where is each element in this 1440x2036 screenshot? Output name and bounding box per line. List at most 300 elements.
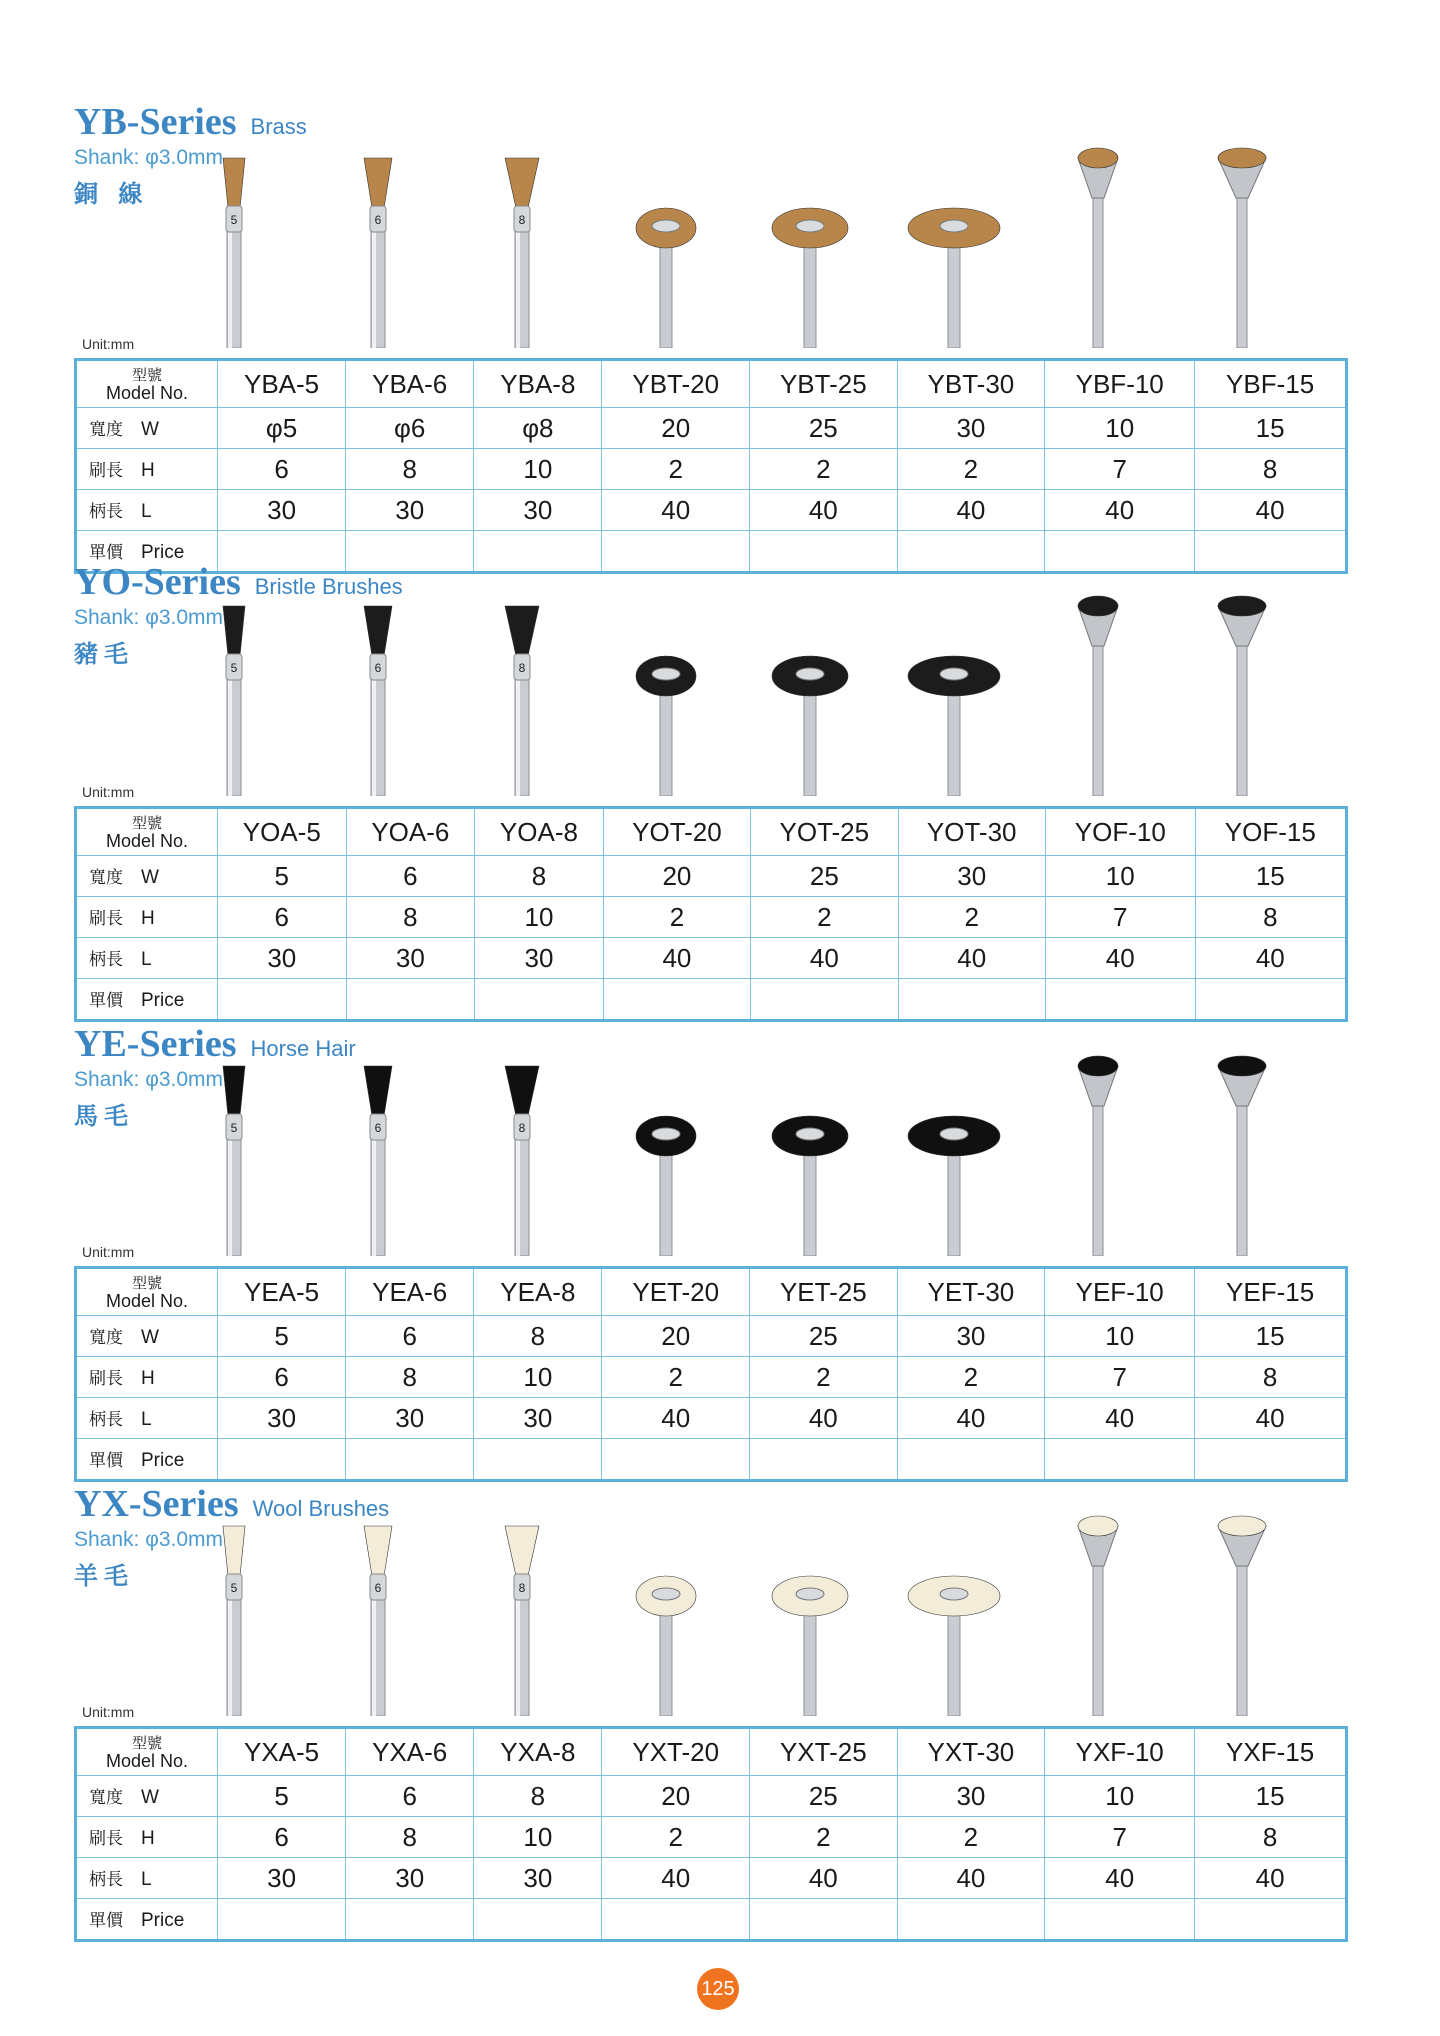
length-row (76, 938, 1347, 979)
unit-label: Unit:mm (82, 784, 135, 800)
cell-model: YBF-10 (1045, 360, 1195, 408)
shank-number: 5 (230, 661, 238, 675)
cell-width: 20 (602, 1316, 750, 1357)
row-label-zh: 柄長 (89, 950, 123, 970)
cell-width: φ6 (346, 408, 474, 449)
length-row (76, 490, 1347, 531)
shank-number: 6 (374, 213, 382, 227)
material-chinese: 羊毛 (74, 1561, 134, 1590)
price-cell (897, 1899, 1045, 1941)
cell-width: 15 (1195, 1776, 1347, 1817)
brush-image (1172, 120, 1312, 348)
row-label (76, 1858, 218, 1899)
row-label-zh: 單價 (89, 1911, 123, 1931)
cell-length: 40 (898, 938, 1045, 979)
price-row (76, 1439, 1347, 1481)
cell-model: YBA-8 (474, 360, 602, 408)
row-label (76, 490, 218, 531)
product-images (74, 580, 1354, 796)
width-row (76, 1776, 1347, 1817)
row-label-zh: 單價 (89, 543, 123, 563)
price-cell (218, 979, 347, 1021)
length-row (76, 1398, 1347, 1439)
height-row (76, 449, 1347, 490)
cell-width: φ8 (474, 408, 602, 449)
cell-width: 20 (602, 408, 750, 449)
cell-length: 30 (346, 1398, 474, 1439)
cell-height: 2 (897, 1357, 1045, 1398)
cell-height: 7 (1045, 897, 1195, 938)
series-section (74, 1482, 1354, 1941)
price-cell (346, 1899, 474, 1941)
row-label (76, 1776, 218, 1817)
brush-image (452, 1042, 592, 1256)
row-label (76, 1728, 218, 1776)
shank-number: 6 (374, 1121, 382, 1135)
height-row (76, 1357, 1347, 1398)
brush-image (740, 1042, 880, 1256)
cell-length: 30 (475, 938, 604, 979)
shank-number: 8 (518, 1121, 526, 1135)
cell-width: 10 (1045, 1316, 1195, 1357)
width-row (76, 408, 1347, 449)
row-label (76, 1899, 218, 1941)
cell-width: 25 (750, 1776, 898, 1817)
row-label (76, 449, 218, 490)
cell-height: 8 (1195, 449, 1347, 490)
price-cell (1045, 1439, 1195, 1481)
series-subtitle: Horse Hair (250, 1036, 356, 1061)
price-cell (346, 1439, 474, 1481)
height-row (76, 1817, 1347, 1858)
cell-width: 6 (346, 856, 475, 897)
product-images (74, 1042, 1354, 1256)
brush-image (596, 1502, 736, 1716)
price-cell (602, 1439, 750, 1481)
cell-length: 40 (1045, 938, 1195, 979)
cell-length: 40 (750, 490, 898, 531)
row-label (76, 360, 218, 408)
brush-image (452, 120, 592, 348)
row-label-zh: 單價 (89, 1451, 123, 1471)
cell-model: YXA-5 (218, 1728, 346, 1776)
row-label-en: W (141, 419, 159, 440)
cell-height: 8 (1195, 1357, 1347, 1398)
model-row (76, 808, 1347, 856)
cell-height: 2 (602, 449, 750, 490)
row-label (76, 979, 218, 1021)
material-chinese: 馬毛 (74, 1101, 134, 1130)
series-name: YE-Series (74, 1023, 237, 1065)
brush-image (596, 580, 736, 796)
row-label-zh: 刷長 (89, 1369, 123, 1389)
cell-length: 40 (751, 938, 898, 979)
series-subtitle: Bristle Brushes (254, 574, 403, 599)
cell-width: 15 (1195, 856, 1346, 897)
cell-length: 40 (1195, 1858, 1347, 1899)
brush-image (452, 1502, 592, 1716)
row-label-zh: 寬度 (89, 1788, 123, 1808)
row-label-en: H (141, 460, 155, 481)
cell-width: φ5 (218, 408, 346, 449)
cell-model: YOF-10 (1045, 808, 1195, 856)
cell-model: YOF-15 (1195, 808, 1346, 856)
cell-height: 7 (1045, 1357, 1195, 1398)
cell-length: 30 (346, 490, 474, 531)
cell-model: YOA-8 (475, 808, 604, 856)
cell-height: 2 (750, 449, 898, 490)
cell-model: YET-30 (897, 1268, 1045, 1316)
cell-height: 10 (474, 1817, 602, 1858)
row-label-en: Price (141, 990, 185, 1011)
material-chinese: 銅 線 (74, 179, 149, 208)
brush-image (308, 120, 448, 348)
cell-width: 10 (1045, 1776, 1195, 1817)
series-subtitle: Brass (250, 114, 307, 139)
product-images (74, 1502, 1354, 1716)
shank-spec: Shank: φ3.0mm (74, 1528, 224, 1551)
spec-table (74, 1726, 1348, 1942)
spec-table (74, 358, 1348, 574)
price-cell (218, 1439, 346, 1481)
row-label-en: W (141, 1787, 159, 1808)
row-label-zh: 柄長 (89, 1870, 123, 1890)
spec-table (74, 806, 1348, 1022)
cell-height: 10 (475, 897, 604, 938)
brush-image (596, 120, 736, 348)
price-cell (750, 1899, 898, 1941)
brush-image (1172, 1042, 1312, 1256)
cell-width: 15 (1195, 1316, 1347, 1357)
row-label-en: Price (141, 1450, 185, 1471)
shank-number: 6 (374, 661, 382, 675)
cell-model: YOT-20 (603, 808, 750, 856)
cell-width: 25 (751, 856, 898, 897)
cell-length: 30 (474, 1858, 602, 1899)
cell-width: 20 (603, 856, 750, 897)
cell-length: 40 (1045, 1858, 1195, 1899)
cell-width: 5 (218, 1316, 346, 1357)
brush-image (164, 1502, 304, 1716)
cell-height: 8 (346, 449, 474, 490)
price-cell (475, 979, 604, 1021)
cell-height: 7 (1045, 1817, 1195, 1858)
row-label-zh: 型號 (131, 814, 162, 832)
cell-width: 25 (750, 408, 898, 449)
brush-image (1172, 1502, 1312, 1716)
cell-height: 8 (1195, 1817, 1347, 1858)
cell-length: 40 (1045, 1398, 1195, 1439)
row-label-zh: 柄長 (89, 502, 123, 522)
row-label-en: H (141, 1828, 155, 1849)
row-label-zh: 刷長 (89, 461, 123, 481)
cell-width: 30 (898, 856, 1045, 897)
series-name: YB-Series (74, 101, 237, 143)
price-cell (602, 1899, 750, 1941)
cell-model: YEA-6 (346, 1268, 474, 1316)
price-cell (898, 979, 1045, 1021)
price-cell (751, 979, 898, 1021)
row-label-zh: 單價 (89, 991, 123, 1011)
cell-length: 30 (474, 490, 602, 531)
cell-length: 40 (1195, 938, 1346, 979)
shank-spec: Shank: φ3.0mm (74, 1068, 224, 1091)
row-label-zh: 刷長 (89, 909, 123, 929)
cell-length: 30 (474, 1398, 602, 1439)
cell-width: 30 (897, 1316, 1045, 1357)
price-cell (603, 979, 750, 1021)
brush-image (740, 1502, 880, 1716)
row-label-en: Model No. (105, 1291, 189, 1311)
cell-model: YXT-20 (602, 1728, 750, 1776)
unit-label: Unit:mm (82, 336, 135, 352)
row-label (76, 1357, 218, 1398)
cell-width: 30 (897, 1776, 1045, 1817)
price-row (76, 979, 1347, 1021)
cell-width: 5 (218, 856, 347, 897)
series-section (74, 1022, 1354, 1481)
cell-length: 30 (218, 938, 347, 979)
shank-number: 5 (230, 1121, 238, 1135)
material-chinese: 豬毛 (74, 639, 134, 668)
cell-model: YET-20 (602, 1268, 750, 1316)
brush-image (884, 120, 1024, 348)
cell-height: 2 (898, 897, 1045, 938)
cell-model: YBF-15 (1195, 360, 1347, 408)
row-label (76, 1316, 218, 1357)
price-cell (1195, 979, 1346, 1021)
series-name: YX-Series (74, 1483, 239, 1525)
length-row (76, 1858, 1347, 1899)
row-label-zh: 型號 (131, 366, 162, 384)
cell-height: 6 (218, 1817, 346, 1858)
price-cell (1195, 1899, 1347, 1941)
row-label-zh: 刷長 (89, 1829, 123, 1849)
shank-number: 8 (518, 1581, 526, 1595)
price-cell (346, 979, 475, 1021)
cell-height: 2 (751, 897, 898, 938)
shank-number: 6 (374, 1581, 382, 1595)
cell-model: YEA-8 (474, 1268, 602, 1316)
cell-width: 20 (602, 1776, 750, 1817)
row-label-en: W (141, 867, 159, 888)
cell-length: 30 (218, 1398, 346, 1439)
cell-width: 8 (475, 856, 604, 897)
cell-length: 40 (750, 1398, 898, 1439)
model-row (76, 1268, 1347, 1316)
brush-image (596, 1042, 736, 1256)
row-label-en: L (141, 1409, 152, 1430)
cell-model: YXF-10 (1045, 1728, 1195, 1776)
cell-length: 40 (1195, 490, 1347, 531)
cell-length: 40 (603, 938, 750, 979)
brush-image (884, 1502, 1024, 1716)
cell-length: 30 (218, 490, 346, 531)
row-label (76, 1817, 218, 1858)
cell-width: 8 (474, 1776, 602, 1817)
cell-model: YOA-6 (346, 808, 475, 856)
page-number: 125 (697, 1968, 739, 2010)
cell-height: 6 (218, 897, 347, 938)
brush-image (884, 1042, 1024, 1256)
price-cell (474, 1899, 602, 1941)
cell-model: YXT-30 (897, 1728, 1045, 1776)
price-cell (474, 1439, 602, 1481)
shank-number: 8 (518, 213, 526, 227)
row-label-en: H (141, 908, 155, 929)
row-label-en: Model No. (105, 383, 189, 403)
row-label-en: W (141, 1327, 159, 1348)
cell-length: 40 (897, 1398, 1045, 1439)
row-label (76, 1398, 218, 1439)
cell-length: 40 (897, 490, 1045, 531)
brush-image (1028, 580, 1168, 796)
cell-height: 10 (474, 449, 602, 490)
cell-model: YOA-5 (218, 808, 347, 856)
cell-model: YBT-20 (602, 360, 750, 408)
brush-image (1172, 580, 1312, 796)
cell-width: 6 (346, 1776, 474, 1817)
shank-number: 5 (230, 1581, 238, 1595)
cell-height: 8 (346, 1817, 474, 1858)
width-row (76, 856, 1347, 897)
cell-width: 6 (346, 1316, 474, 1357)
cell-height: 2 (897, 449, 1045, 490)
row-label (76, 897, 218, 938)
brush-image (1028, 1042, 1168, 1256)
shank-spec: Shank: φ3.0mm (74, 606, 224, 629)
cell-model: YBT-30 (897, 360, 1045, 408)
row-label-en: H (141, 1368, 155, 1389)
cell-model: YBT-25 (750, 360, 898, 408)
cell-model: YEF-15 (1195, 1268, 1347, 1316)
cell-length: 40 (1045, 490, 1195, 531)
cell-height: 10 (474, 1357, 602, 1398)
unit-label: Unit:mm (82, 1704, 135, 1720)
cell-width: 5 (218, 1776, 346, 1817)
cell-height: 8 (346, 897, 475, 938)
cell-model: YEF-10 (1045, 1268, 1195, 1316)
cell-height: 6 (218, 449, 346, 490)
cell-height: 2 (750, 1357, 898, 1398)
cell-height: 7 (1045, 449, 1195, 490)
cell-model: YXA-6 (346, 1728, 474, 1776)
row-label-zh: 柄長 (89, 1410, 123, 1430)
series-name: YO-Series (74, 561, 241, 603)
cell-model: YOT-25 (751, 808, 898, 856)
brush-image (1028, 1502, 1168, 1716)
cell-model: YEA-5 (218, 1268, 346, 1316)
brush-image (452, 580, 592, 796)
cell-length: 30 (346, 1858, 474, 1899)
row-label (76, 1268, 218, 1316)
cell-width: 30 (897, 408, 1045, 449)
cell-width: 15 (1195, 408, 1347, 449)
row-label-zh: 寬度 (89, 420, 123, 440)
cell-length: 40 (897, 1858, 1045, 1899)
cell-length: 40 (602, 1858, 750, 1899)
cell-height: 2 (602, 1357, 750, 1398)
row-label-en: L (141, 949, 152, 970)
brush-image (308, 1502, 448, 1716)
brush-image (740, 580, 880, 796)
price-cell (750, 1439, 898, 1481)
cell-height: 8 (346, 1357, 474, 1398)
cell-length: 40 (602, 1398, 750, 1439)
row-label-zh: 寬度 (89, 1328, 123, 1348)
cell-width: 10 (1045, 856, 1195, 897)
spec-table (74, 1266, 1348, 1482)
cell-model: YXF-15 (1195, 1728, 1347, 1776)
shank-number: 8 (518, 661, 526, 675)
row-label-en: Price (141, 542, 185, 563)
cell-height: 8 (1195, 897, 1346, 938)
price-cell (218, 1899, 346, 1941)
cell-height: 2 (603, 897, 750, 938)
cell-model: YXT-25 (750, 1728, 898, 1776)
brush-image (1028, 120, 1168, 348)
cell-height: 6 (218, 1357, 346, 1398)
cell-length: 30 (346, 938, 475, 979)
cell-length: 40 (750, 1858, 898, 1899)
model-row (76, 360, 1347, 408)
price-row (76, 1899, 1347, 1941)
cell-model: YBA-5 (218, 360, 346, 408)
row-label-en: L (141, 501, 152, 522)
brush-image (164, 120, 304, 348)
row-label (76, 408, 218, 449)
row-label-zh: 型號 (131, 1274, 162, 1292)
price-cell (1045, 1899, 1195, 1941)
brush-image (164, 1042, 304, 1256)
cell-height: 2 (750, 1817, 898, 1858)
cell-model: YET-25 (750, 1268, 898, 1316)
unit-label: Unit:mm (82, 1244, 135, 1260)
row-label-en: Model No. (105, 831, 189, 851)
model-row (76, 1728, 1347, 1776)
brush-image (884, 580, 1024, 796)
row-label-zh: 寬度 (89, 868, 123, 888)
cell-height: 2 (897, 1817, 1045, 1858)
brush-image (308, 1042, 448, 1256)
cell-model: YOT-30 (898, 808, 1045, 856)
shank-spec: Shank: φ3.0mm (74, 146, 224, 169)
cell-height: 2 (602, 1817, 750, 1858)
cell-length: 40 (602, 490, 750, 531)
row-label-en: Price (141, 1910, 185, 1931)
cell-model: YBA-6 (346, 360, 474, 408)
cell-width: 25 (750, 1316, 898, 1357)
row-label (76, 1439, 218, 1481)
cell-model: YXA-8 (474, 1728, 602, 1776)
series-subtitle: Wool Brushes (252, 1496, 390, 1521)
price-cell (897, 1439, 1045, 1481)
series-section (74, 100, 1354, 573)
row-label-en: L (141, 1869, 152, 1890)
row-label (76, 938, 218, 979)
brush-image (164, 580, 304, 796)
width-row (76, 1316, 1347, 1357)
shank-number: 5 (230, 213, 238, 227)
series-section (74, 560, 1354, 1021)
cell-length: 30 (218, 1858, 346, 1899)
row-label-zh: 型號 (131, 1734, 162, 1752)
row-label (76, 808, 218, 856)
row-label-en: Model No. (105, 1751, 189, 1771)
cell-width: 10 (1045, 408, 1195, 449)
product-images (74, 120, 1354, 348)
price-cell (1195, 1439, 1347, 1481)
